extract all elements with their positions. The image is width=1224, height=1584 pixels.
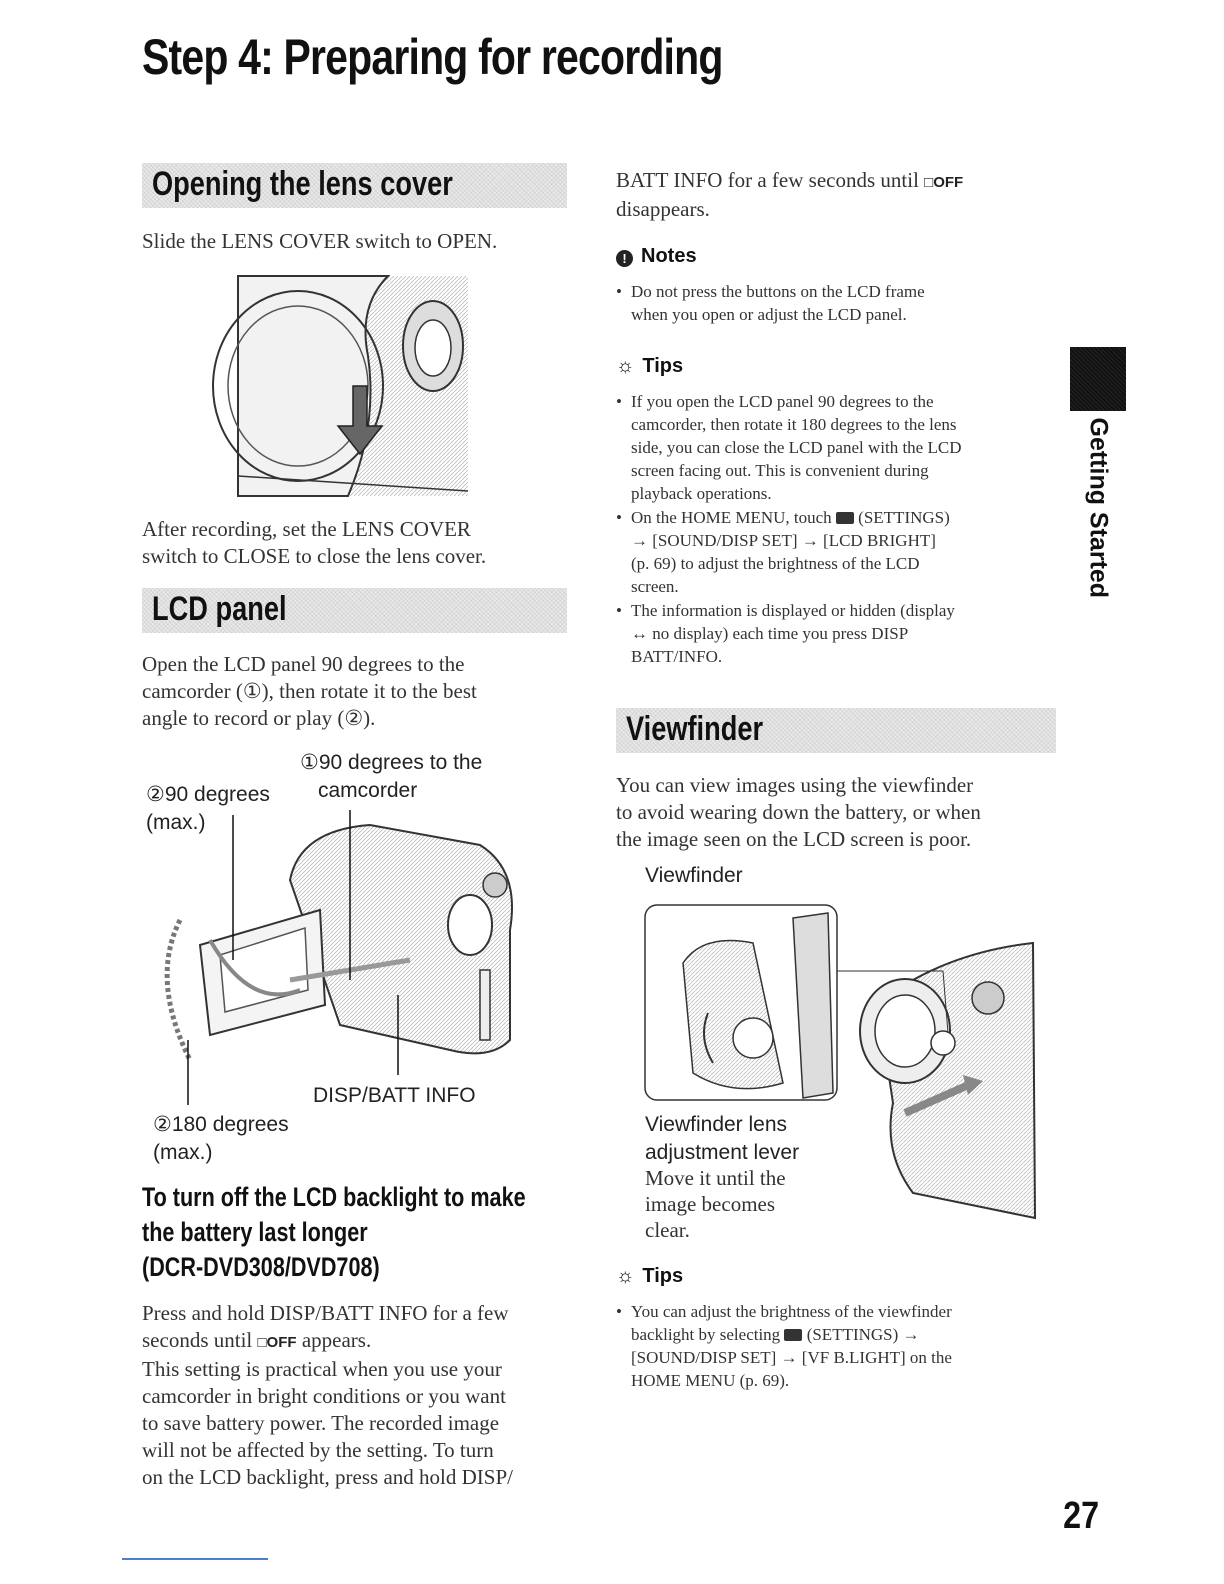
viewfinder-text: You can view images using the viewfinder to avoid wearing down the battery, or when the image seen on the LCD screen is poor. [616, 773, 981, 851]
backlight-heading: To turn off the LCD backlight to make the battery last longer (DCR-DVD308/DVD708) [142, 1182, 526, 1282]
section-heading-lens-cover: Opening the lens cover [142, 163, 567, 208]
page-number: 27 [1063, 1495, 1100, 1537]
section-heading-viewfinder: Viewfinder [616, 708, 1056, 753]
caption-viewfinder: Viewfinder [645, 864, 743, 887]
notes-icon: ! [616, 250, 633, 267]
tips-list [616, 390, 1066, 669]
list-item: • Do not press the buttons on the LCD frame when you open or adjust the LCD panel. [616, 282, 925, 324]
lens-cover-instruction: Slide the LENS COVER switch to OPEN. [142, 229, 498, 253]
lightbulb-icon: ☼ [616, 1265, 635, 1287]
settings-icon [784, 1329, 802, 1341]
lightbulb-icon: ☼ [616, 355, 635, 377]
lcd-panel-text: Open the LCD panel 90 degrees to the camcorder (①), then rotate it to the best angle to record or play (②). [142, 652, 477, 730]
lcd-off-icon: □OFF [924, 174, 964, 191]
list-item: • The information is displayed or hidden (display ↔ no display) each time you press DISP BATT/INFO. [616, 601, 955, 666]
lens-cover-after: After recording, set the LENS COVER switch to CLOSE to close the lens cover. [142, 517, 487, 568]
lcd-panel-illustration [150, 810, 540, 1110]
section-heading-lcd-panel: LCD panel [142, 588, 567, 633]
caption-180-max: ②180 degrees (max.) [153, 1113, 289, 1164]
side-tab-marker [1070, 347, 1126, 411]
list-item: • If you open the LCD panel 90 degrees to the camcorder, then rotate it 180 degrees to the lens side, you can close the LCD panel with the LCD screen facing out. This is convenient during playback operations. [616, 392, 962, 503]
lens-cover-illustration [238, 276, 468, 496]
tips-heading-2: ☼ Tips [616, 1265, 684, 1287]
notes-heading: ! Notes [616, 245, 697, 268]
caption-90-camcorder: ①90 degrees to the camcorder [300, 751, 483, 802]
settings-icon [836, 512, 854, 524]
list-item: • On the HOME MENU, touch (SETTINGS) → [SOUND/DISP SET] → [LCD BRIGHT] (p. 69) to adjust the brightness of the LCD screen. [616, 508, 950, 596]
footer-rule [122, 1558, 268, 1560]
backlight-text: Press and hold DISP/BATT INFO for a few seconds until □OFF appears. This setting is practical when you use your camcorder in bright conditions or you want to save battery power. The recorded image will not be affected by the setting. To turn on the LCD backlight, press and hold DISP/ [142, 1301, 513, 1489]
caption-viewfinder-move: Move it until the image becomes clear. [645, 1166, 786, 1242]
tips-heading: ☼ Tips [616, 355, 684, 377]
tips-list-2 [616, 1300, 1066, 1393]
notes-list [616, 280, 1056, 327]
caption-90-max: ②90 degrees (max.) [146, 783, 270, 834]
side-tab-label: Getting Started [1084, 417, 1113, 599]
lcd-off-icon: □OFF [257, 1334, 297, 1351]
caption-disp-batt-info: DISP/BATT INFO [313, 1084, 476, 1107]
page-title: Step 4: Preparing for recording [142, 29, 723, 85]
list-item: • You can adjust the brightness of the viewfinder backlight by selecting (SETTINGS) → [SOUND/DISP SET] → [VF B.LIGHT] on the HOME MENU (p. 69). [616, 1302, 952, 1390]
caption-viewfinder-lever: Viewfinder lens adjustment lever [645, 1113, 800, 1164]
backlight-text-continued: BATT INFO for a few seconds until □OFF disappears. [616, 168, 964, 221]
